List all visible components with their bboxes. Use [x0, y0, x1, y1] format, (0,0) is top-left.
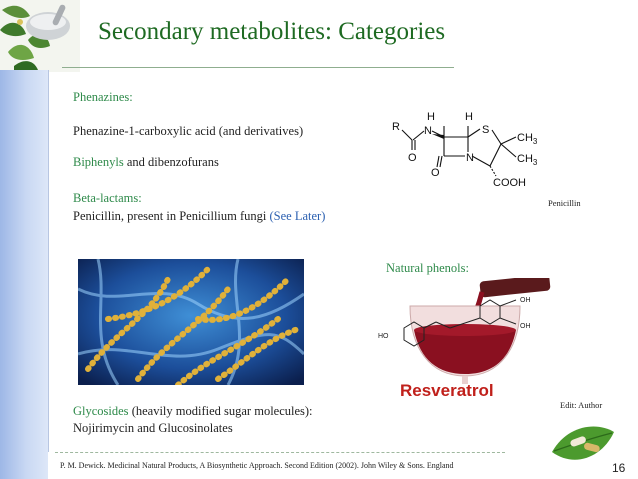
struct-r: R	[392, 121, 400, 133]
struct-o2: O	[431, 167, 440, 179]
penicillin-line	[73, 209, 325, 224]
biphenyls-term: Biphenyls	[73, 155, 124, 169]
struct-o1: O	[408, 152, 417, 164]
wine-glass-image	[370, 278, 560, 402]
struct-ch3-bottom: $CH_3$	[517, 153, 538, 167]
glycosides-line	[73, 404, 313, 419]
glycosides-rest: (heavily modified sugar molecules):	[128, 404, 313, 418]
struct-ch3-top: $CH_3$	[517, 132, 538, 146]
page-number: 16	[612, 461, 626, 475]
phenazines-heading: Phenazines:	[73, 90, 133, 104]
struct-n-ring: N	[466, 152, 474, 164]
struct-s: S	[482, 124, 490, 136]
left-sidebar-band	[0, 70, 48, 479]
phenazines-item: Phenazine-1-carboxylic acid (and derivatives)	[73, 124, 304, 138]
footer-citation: P. M. Dewick. Medicinal Natural Products, A Biosynthetic Approach. Second Edition (2002). John Wiley & Sons. England	[60, 461, 454, 470]
natural-phenols-heading: Natural phenols:	[386, 261, 469, 275]
slide-title: Secondary metabolites: Categories	[98, 18, 446, 45]
glycosides-items: Nojirimycin and Glucosinolates	[73, 421, 233, 435]
footer-divider	[55, 452, 505, 453]
struct-cooh: COOH	[493, 177, 526, 189]
struct-ho: HO	[378, 333, 389, 340]
glycosides-term: Glycosides	[73, 404, 129, 418]
biphenyls-rest: and dibenzofurans	[123, 155, 219, 169]
penicillin-caption: Penicillin	[548, 198, 581, 208]
struct-h2: H	[465, 111, 473, 123]
penicillin-structure	[380, 104, 550, 194]
resveratrol-label: Resveratrol	[400, 381, 494, 400]
leaf-capsules-image	[548, 418, 618, 470]
see-later-link[interactable]: (See Later)	[269, 209, 326, 223]
struct-h1: H	[427, 111, 435, 123]
biphenyls-line	[73, 155, 219, 170]
struct-n-amide: N	[424, 125, 432, 137]
herbs-mortar-image	[0, 0, 80, 72]
struct-oh-bottom: OH	[520, 323, 531, 330]
sidebar-edge	[48, 70, 49, 452]
fungi-micrograph-image	[78, 259, 304, 385]
edit-author-caption: Edit: Author	[560, 400, 603, 410]
title-divider	[62, 67, 454, 68]
penicillin-text: Penicillin, present in Penicillium fungi	[73, 209, 270, 223]
struct-oh-top: OH	[520, 297, 531, 304]
betalactams-heading: Beta-lactams:	[73, 191, 142, 205]
